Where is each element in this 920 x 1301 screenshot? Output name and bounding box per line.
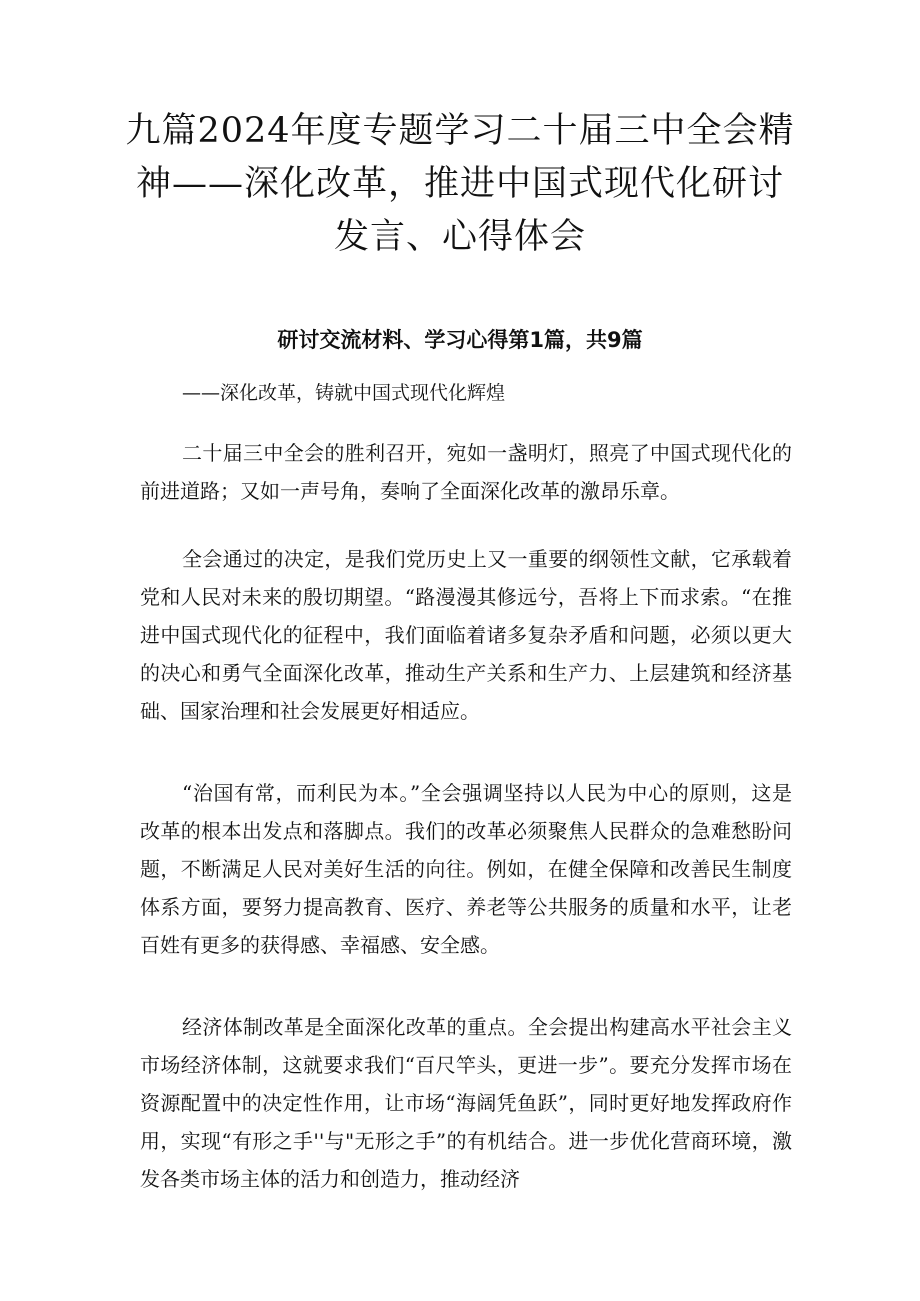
section-subtitle: 研讨交流材料、学习心得第1篇，共9篇 bbox=[277, 328, 643, 352]
document-title-line-2: 神——深化改革，推进中国式现代化研讨 bbox=[135, 164, 784, 204]
section-tagline: ——深化改革，铸就中国式现代化辉煌 bbox=[182, 382, 506, 404]
paragraph-1: 二十届三中全会的胜利召开，宛如一盏明灯，照亮了中国式现代化的前进道路；又如一声号角，奏响了全面深化改革的激昂乐章。 bbox=[140, 441, 792, 503]
document-title-line-1: 九篇2024年度专题学习二十届三中全会精 bbox=[125, 111, 795, 151]
paragraph-4: 经济体制改革是全面深化改革的重点。全会提出构建高水平社会主义市场经济体制，这就要求我们“百尺竿头，更进一步”。要充分发挥市场在资源配置中的决定性作用，让市场“海阔凭鱼跃”，同时更好地发挥政府作用，实现“有形之手''与"无形之手”的有机结合。进一步优化营商环境，激发各类市场主体的活力和创造力，推动经济 bbox=[140, 1015, 792, 1191]
paragraph-2: 全会通过的决定，是我们党历史上又一重要的纲领性文献，它承载着党和人民对未来的殷切期望。“路漫漫其修远兮，吾将上下而求索。“在推进中国式现代化的征程中，我们面临着诸多复杂矛盾和问题，必须以更大的决心和勇气全面深化改革，推动生产关系和生产力、上层建筑和经济基础、国家治理和社会发展更好相适应。 bbox=[140, 547, 792, 723]
paragraph-3: “治国有常，而利民为本。”全会强调坚持以人民为中心的原则，这是改革的根本出发点和落脚点。我们的改革必须聚焦人民群众的急难愁盼问题，不断满足人民对美好生活的向往。例如，在健全保障和改善民生制度体系方面，要努力提高教育、医疗、养老等公共服务的质量和水平，让老百姓有更多的获得感、幸福感、安全感。 bbox=[140, 781, 792, 957]
document-title-line-3: 发言、心得体会 bbox=[333, 217, 586, 257]
